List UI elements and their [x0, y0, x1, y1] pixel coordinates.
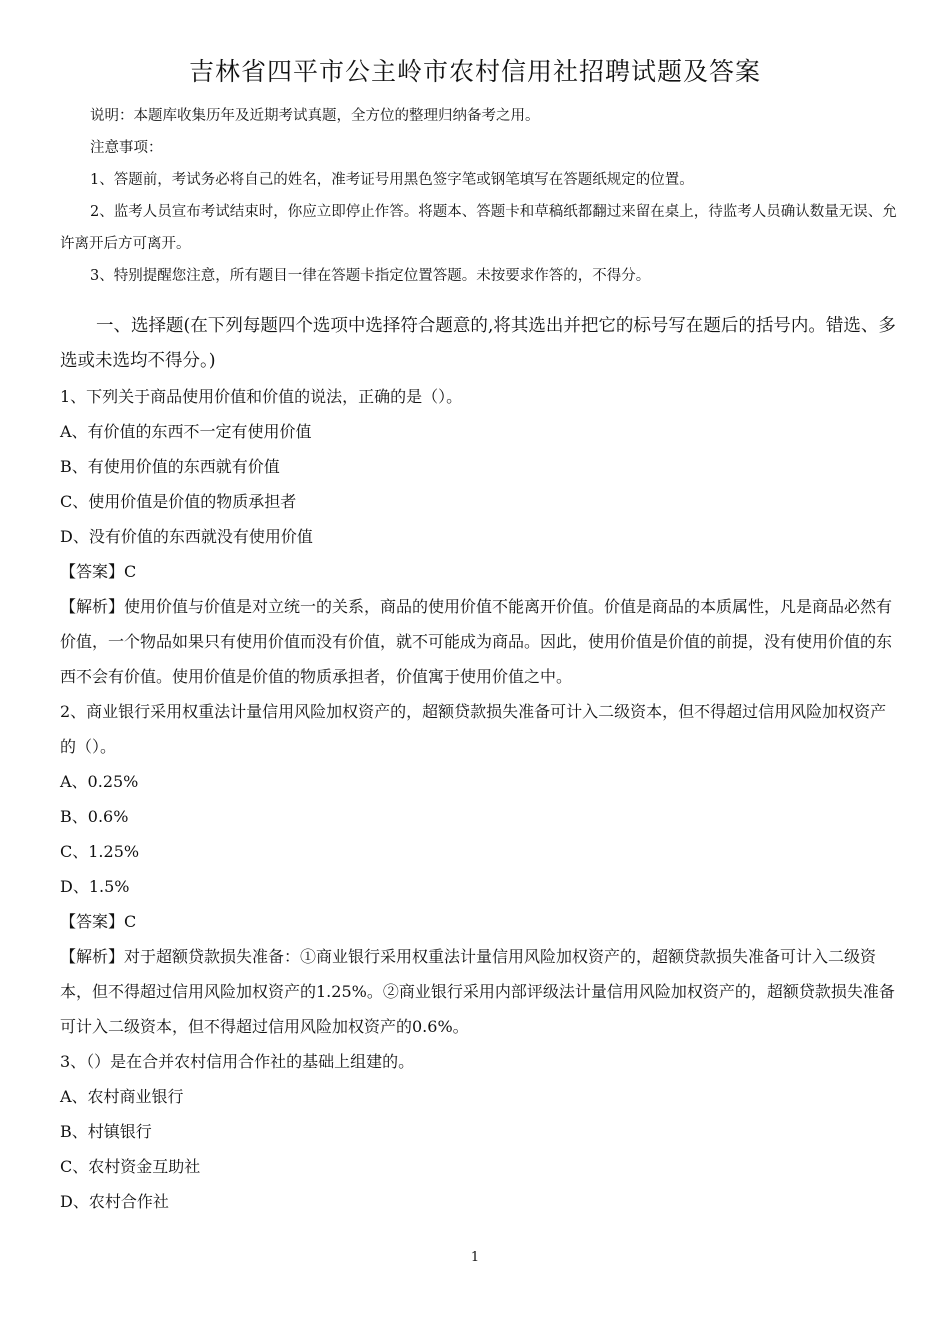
- question-stem: 2、商业银行采用权重法计量信用风险加权资产的，超额贷款损失准备可计入二级资本，但不得超过信用风险加权资产的（）。: [60, 702, 887, 756]
- question-stem: 3、（）是在合并农村信用合作社的基础上组建的。: [60, 1052, 415, 1071]
- question-option: D、没有价值的东西就没有使用价值: [60, 527, 313, 546]
- analysis-paragraph: [60, 589, 898, 694]
- question-option: C、农村资金互助社: [60, 1157, 201, 1176]
- questions-block: [60, 309, 898, 1219]
- analysis-text: 对于超额贷款损失准备：①商业银行采用权重法计量信用风险加权资产的，超额贷款损失准备可计入二级资本，但不得超过信用风险加权资产的1.25%。②商业银行采用内部评级法计量信用风险加权资产的，超额贷款损失准备可计入二级资本，但不得超过信用风险加权资产的0.6%。: [60, 947, 895, 1036]
- question-option: B、有使用价值的东西就有价值: [60, 457, 280, 476]
- question-option: A、0.25%: [60, 772, 139, 791]
- question-option: C、1.25%: [60, 842, 140, 861]
- answer-line: [60, 904, 898, 939]
- section-title: 一、选择题(在下列每题四个选项中选择符合题意的,将其选出并把它的标号写在题后的括号内。错选、多选或未选均不得分。): [60, 316, 896, 371]
- question-option: D、农村合作社: [60, 1192, 169, 1211]
- answer-line: [60, 554, 898, 589]
- question-stem: 1、下列关于商品使用价值和价值的说法，正确的是（）。: [60, 387, 463, 406]
- question-option: A、有价值的东西不一定有使用价值: [60, 422, 312, 441]
- question-option: A、农村商业银行: [60, 1087, 184, 1106]
- analysis-label: 【解析】: [60, 597, 125, 616]
- document-title: 吉林省四平市公主岭市农村信用社招聘试题及答案: [188, 57, 761, 86]
- analysis-text: 使用价值与价值是对立统一的关系，商品的使用价值不能离开价值。价值是商品的本质属性，凡是商品必然有价值，一个物品如果只有使用价值而没有价值，就不可能成为商品。因此，使用价值是价值的前提，没有使用价值的东西不会有价值。使用价值是价值的物质承担者，价值寓于使用价值之中。: [60, 597, 893, 686]
- answer-label: 【答案】: [60, 562, 125, 581]
- answer-label: 【答案】: [60, 912, 125, 931]
- analysis-label: 【解析】: [60, 947, 125, 966]
- note-item: 1、答题前，考试务必将自己的姓名，准考证号用黑色签字笔或钢笔填写在答题纸规定的位置。: [90, 172, 694, 188]
- answer-value: C: [124, 912, 137, 931]
- note-item: 2、监考人员宣布考试结束时，你应立即停止作答。将题本、答题卡和草稿纸都翻过来留在桌上，待监考人员确认数量无误、允许离开后方可离开。: [60, 204, 897, 252]
- analysis-paragraph: [60, 939, 898, 1044]
- question-option: C、使用价值是价值的物质承担者: [60, 492, 297, 511]
- notes-heading: 注意事项：: [90, 140, 163, 156]
- note-item: 3、特别提醒您注意，所有题目一律在答题卡指定位置答题。未按要求作答的，不得分。: [90, 268, 651, 284]
- intro-text: 说明：本题库收集历年及近期考试真题，全方位的整理归纳备考之用。: [90, 108, 540, 124]
- question-option: B、0.6%: [60, 807, 129, 826]
- answer-value: C: [124, 562, 137, 581]
- question-option: D、1.5%: [60, 877, 130, 896]
- page-number: 1: [470, 1250, 480, 1265]
- instructions-block: [60, 100, 898, 292]
- question-option: B、村镇银行: [60, 1122, 152, 1141]
